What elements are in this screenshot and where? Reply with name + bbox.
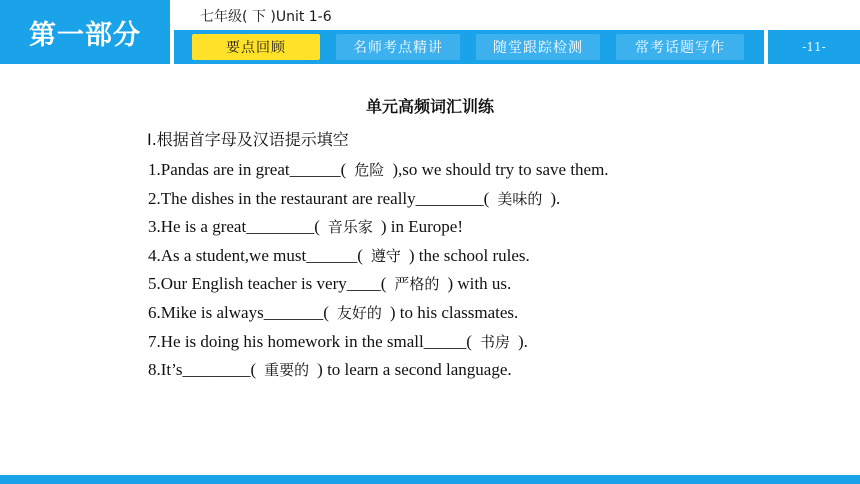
answer-blank[interactable]: ________	[182, 360, 251, 380]
exercise-item: 6.Mike is always_______( 友好的 ) to his classmates.	[148, 302, 519, 322]
exercise-item: 5.Our English teacher is very____( 严格的 ) with us.	[148, 274, 512, 294]
tab-practice-check[interactable]: 随堂跟踪检测	[476, 34, 600, 60]
tab-topic-writing[interactable]: 常考话题写作	[616, 34, 744, 60]
answer-blank[interactable]: ________	[415, 188, 484, 208]
exercise-item: 2.The dishes in the restaurant are really________( 美味的 ).	[148, 188, 561, 208]
tab-key-points-review[interactable]: 要点回顾	[192, 34, 320, 60]
answer-blank[interactable]: ______	[289, 160, 341, 179]
exercise-item: 8.It’s________( 重要的 ) to learn a second language.	[148, 360, 512, 380]
exercise-item: 4.As a student,we must______( 遵守 ) the school rules.	[148, 245, 530, 265]
exercise-item: 7.He is doing his homework in the small_____( 书房 ).	[148, 331, 528, 351]
part-title: 第一部分	[0, 0, 170, 64]
page-number: -11-	[802, 40, 826, 54]
answer-blank[interactable]: ______	[306, 245, 358, 265]
exercise-item: 1.Pandas are in great______( 危险 ),so we should try to save them.	[148, 160, 609, 179]
nav-divider-left	[172, 30, 174, 64]
exercise-list	[148, 156, 609, 385]
answer-blank[interactable]: ________	[246, 217, 315, 237]
exercise-item: 3.He is a great________( 音乐家 ) in Europe!	[148, 217, 464, 237]
answer-blank[interactable]: ____	[346, 274, 381, 294]
tab-teacher-lecture[interactable]: 名师考点精讲	[336, 34, 460, 60]
section-title: 单元高频词汇训练	[365, 97, 494, 116]
unit-subtitle: 七年级( 下 )Unit 1-6	[200, 9, 332, 25]
exercise-heading: Ⅰ.根据首字母及汉语提示填空	[147, 130, 349, 149]
answer-blank[interactable]: _____	[423, 331, 467, 351]
bottom-bar	[0, 475, 860, 484]
answer-blank[interactable]: _______	[263, 302, 324, 322]
